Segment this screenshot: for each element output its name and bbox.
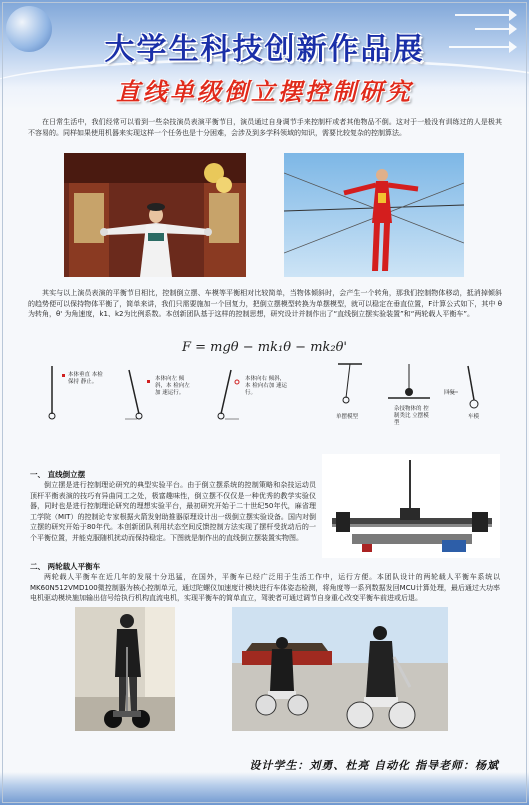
poster-subtitle: 直线单级倒立摆控制研究 bbox=[116, 78, 413, 106]
poster-frame bbox=[2, 2, 527, 803]
figure-6-label: 回复 bbox=[444, 390, 456, 396]
section-1-text: 倒立摆是进行控制理论研究的典型实验平台。由于倒立摆系统的控制策略和杂技运动员顶杆平衡表演的技巧有异曲同工之处，极富趣味性，倒立摆不仅仅是一种优秀的教学实验仪器，同时也是进行控制理论研究的理想实验平台，最初研究开始于二十世纪50年代，麻省理工学院（MIT）的控制论专家根据火箭发射助推器原理设计出一级倒立摆实验设备。国内对倒立摆的研究开始于80年代。本创新团队利用状态空间反馈控制方法实现了摆杆受扰动后的一个平衡位置，并能克服随机扰动而保持稳定。下图就是制作出的直线倒立摆装置实物图。 bbox=[30, 481, 316, 542]
section-1-heading: 一、 直线倒立摆 bbox=[30, 470, 86, 479]
intro-text: 在日常生活中，我们经常可以看到一些杂技演员表演平衡节目，演员通过自身调节手来控制杆或者其他物品不倒。这对于一般没有训练过的人是极其不容易的。同样如果使用机器来实现这样一个任务也是十分困难，会涉及到多学科领域的知识，需要比较复杂的控制算法。 bbox=[28, 118, 502, 137]
poster-title: 大学生科技创新作品展 bbox=[104, 32, 425, 67]
figure-4-label: 单摆模型 bbox=[336, 414, 359, 420]
section-2-heading: 二、 两轮载人平衡车 bbox=[30, 562, 101, 571]
figure-3-label: 本体向右 倾斜，本 检向右加 速运行。 bbox=[245, 376, 287, 396]
principle-text: 其实与以上演员表演的平衡节目相比，控制倒立摆、车模等平衡相对比较简单，当物体倾斜时，会产生一个转角，那我们控制物体移动，抵消掉倾斜的趋势便可以保持物体平衡了，简单来讲，我们只需要施加一个回复力，把倒立摆模型转换为单摆模型，就可以稳定在垂直位置，F计算公式如下，其中 θ 为转角，θ' 为角速度，k1、k2为比例系数。本创新团队基于这样的控制思想，研究设计并制作出了“直线倒立摆实验装置”和“两轮载人平衡车”。 bbox=[28, 289, 502, 318]
credits-footer: 设计学生：刘勇、杜亮 自动化 指导老师：杨斌 bbox=[249, 759, 499, 772]
control-formula: F = mgθ − mk₁θ − mk₂θ' bbox=[181, 340, 348, 355]
figure-7-label: 车模 bbox=[468, 414, 480, 420]
figure-2-label: 本体向左 倾斜，本 检向左加 速运行。 bbox=[155, 376, 190, 396]
figure-1-label: 本体垂直 本检保持 静止。 bbox=[68, 372, 103, 385]
figure-5-label: 杂技物体的 控制类比 立摆模型 bbox=[394, 406, 429, 426]
section-2-text: 两轮载人平衡车在近几年的发展十分迅猛，在国外，平衡车已经广泛用于生活工作中，运行方便。本团队设计的两轮载人平衡车系统以MK60N512VMD100微控制器为核心控制单元，通过陀螺仪加速度计模块进行车体姿态检测，将角度等一系列数据发回MCU计算处理，最后通过大功率电机驱动模块施加输出信号给执行机构直流电机，实现平衡车的简单直立，驾驶者可通过调节自身重心改变平衡车前进或后退。 bbox=[30, 573, 500, 602]
